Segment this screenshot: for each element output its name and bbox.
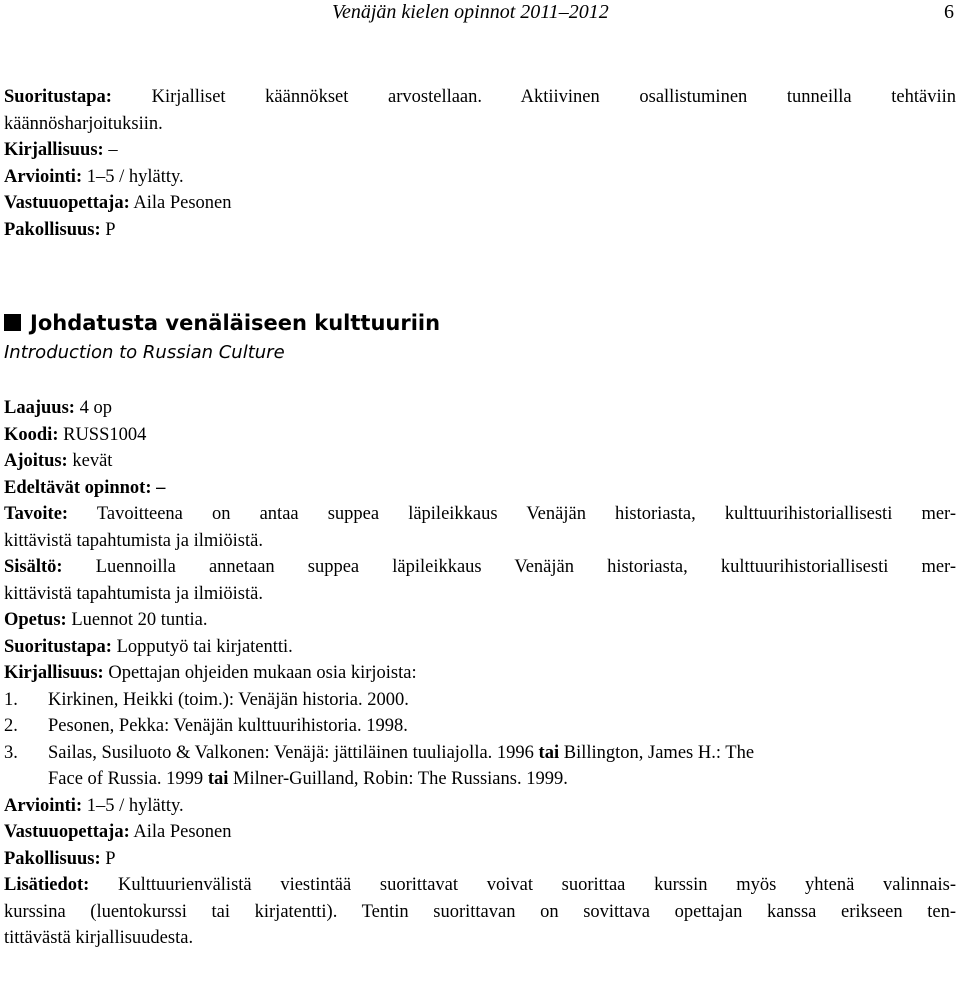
- info-continuation: tittävästä kirjallisuudesta.: [4, 928, 194, 948]
- scope-row: Laajuus: 4 op: [4, 398, 112, 418]
- literature-item-continuation: Face of Russia. 1999 tai Milner-Guilland, Robin: The Russians. 1999.: [48, 769, 568, 789]
- page-header: [0, 0, 960, 24]
- prerequisites-row: Edeltävät opinnot: –: [4, 477, 166, 498]
- mandatory-row: Pakollisuus: P: [4, 848, 116, 869]
- course-title: Johdatusta venäläiseen kulttuuriin: [4, 306, 440, 340]
- method-continuation: käännösharjoituksiin.: [4, 113, 163, 134]
- teacher-row: Vastuuopettaja: Aila Pesonen: [4, 193, 232, 213]
- literature-item: 3. Sailas, Susiluoto & Valkonen: Venäjä: jättiläinen tuuliajolla. 1996 tai Billington, James H.: The: [4, 742, 755, 763]
- teaching-row: Opetus: Luennot 20 tuntia.: [4, 610, 208, 630]
- previous-course-details: [4, 84, 956, 243]
- literature-row: Kirjallisuus: –: [4, 140, 118, 160]
- course-subtitle: Introduction to Russian Culture: [4, 342, 285, 363]
- course-details: [4, 395, 956, 952]
- content-row: Sisältö: Luennoilla annetaan suppea läpileikkaus Venäjän historiasta, kulttuurihistoriallisesti mer-: [4, 557, 956, 577]
- literature-row: Kirjallisuus: Opettajan ohjeiden mukaan osia kirjoista:: [4, 663, 417, 683]
- grading-row: Arviointi: 1–5 / hylätty.: [4, 795, 184, 816]
- code-row: Koodi: RUSS1004: [4, 424, 147, 445]
- info-row: Lisätiedot: Kulttuurienvälistä viestintää suorittavat voivat suorittaa kurssin myös yhtenä valinnais-: [4, 875, 956, 895]
- square-bullet-icon: [4, 314, 21, 331]
- goal-continuation: kittävistä tapahtumista ja ilmiöistä.: [4, 530, 263, 551]
- method-row: Suoritustapa: Lopputyö tai kirjatentti.: [4, 636, 293, 657]
- page-number: 6: [944, 1, 954, 23]
- running-title: Venäjän kielen opinnot 2011–2012: [332, 1, 609, 23]
- method-row: Suoritustapa: Kirjalliset käännökset arvostellaan. Aktiivinen osallistuminen tunneilla tehtäviin: [4, 87, 956, 107]
- content-continuation: kittävistä tapahtumista ja ilmiöistä.: [4, 583, 263, 604]
- info-continuation: kurssina (luentokurssi tai kirjatentti). Tentin suorittavan on sovittava opettajan kanssa erikseen ten-: [4, 901, 956, 922]
- goal-row: Tavoite: Tavoitteena on antaa suppea läpileikkaus Venäjän historiasta, kulttuurihistoriallisesti mer-: [4, 504, 956, 524]
- mandatory-row: Pakollisuus: P: [4, 219, 116, 240]
- literature-item: 2. Pesonen, Pekka: Venäjän kulttuurihistoria. 1998.: [4, 716, 408, 736]
- timing-row: Ajoitus: kevät: [4, 451, 113, 471]
- teacher-row: Vastuuopettaja: Aila Pesonen: [4, 822, 232, 842]
- literature-item: 1. Kirkinen, Heikki (toim.): Venäjän historia. 2000.: [4, 689, 409, 710]
- grading-row: Arviointi: 1–5 / hylätty.: [4, 166, 184, 187]
